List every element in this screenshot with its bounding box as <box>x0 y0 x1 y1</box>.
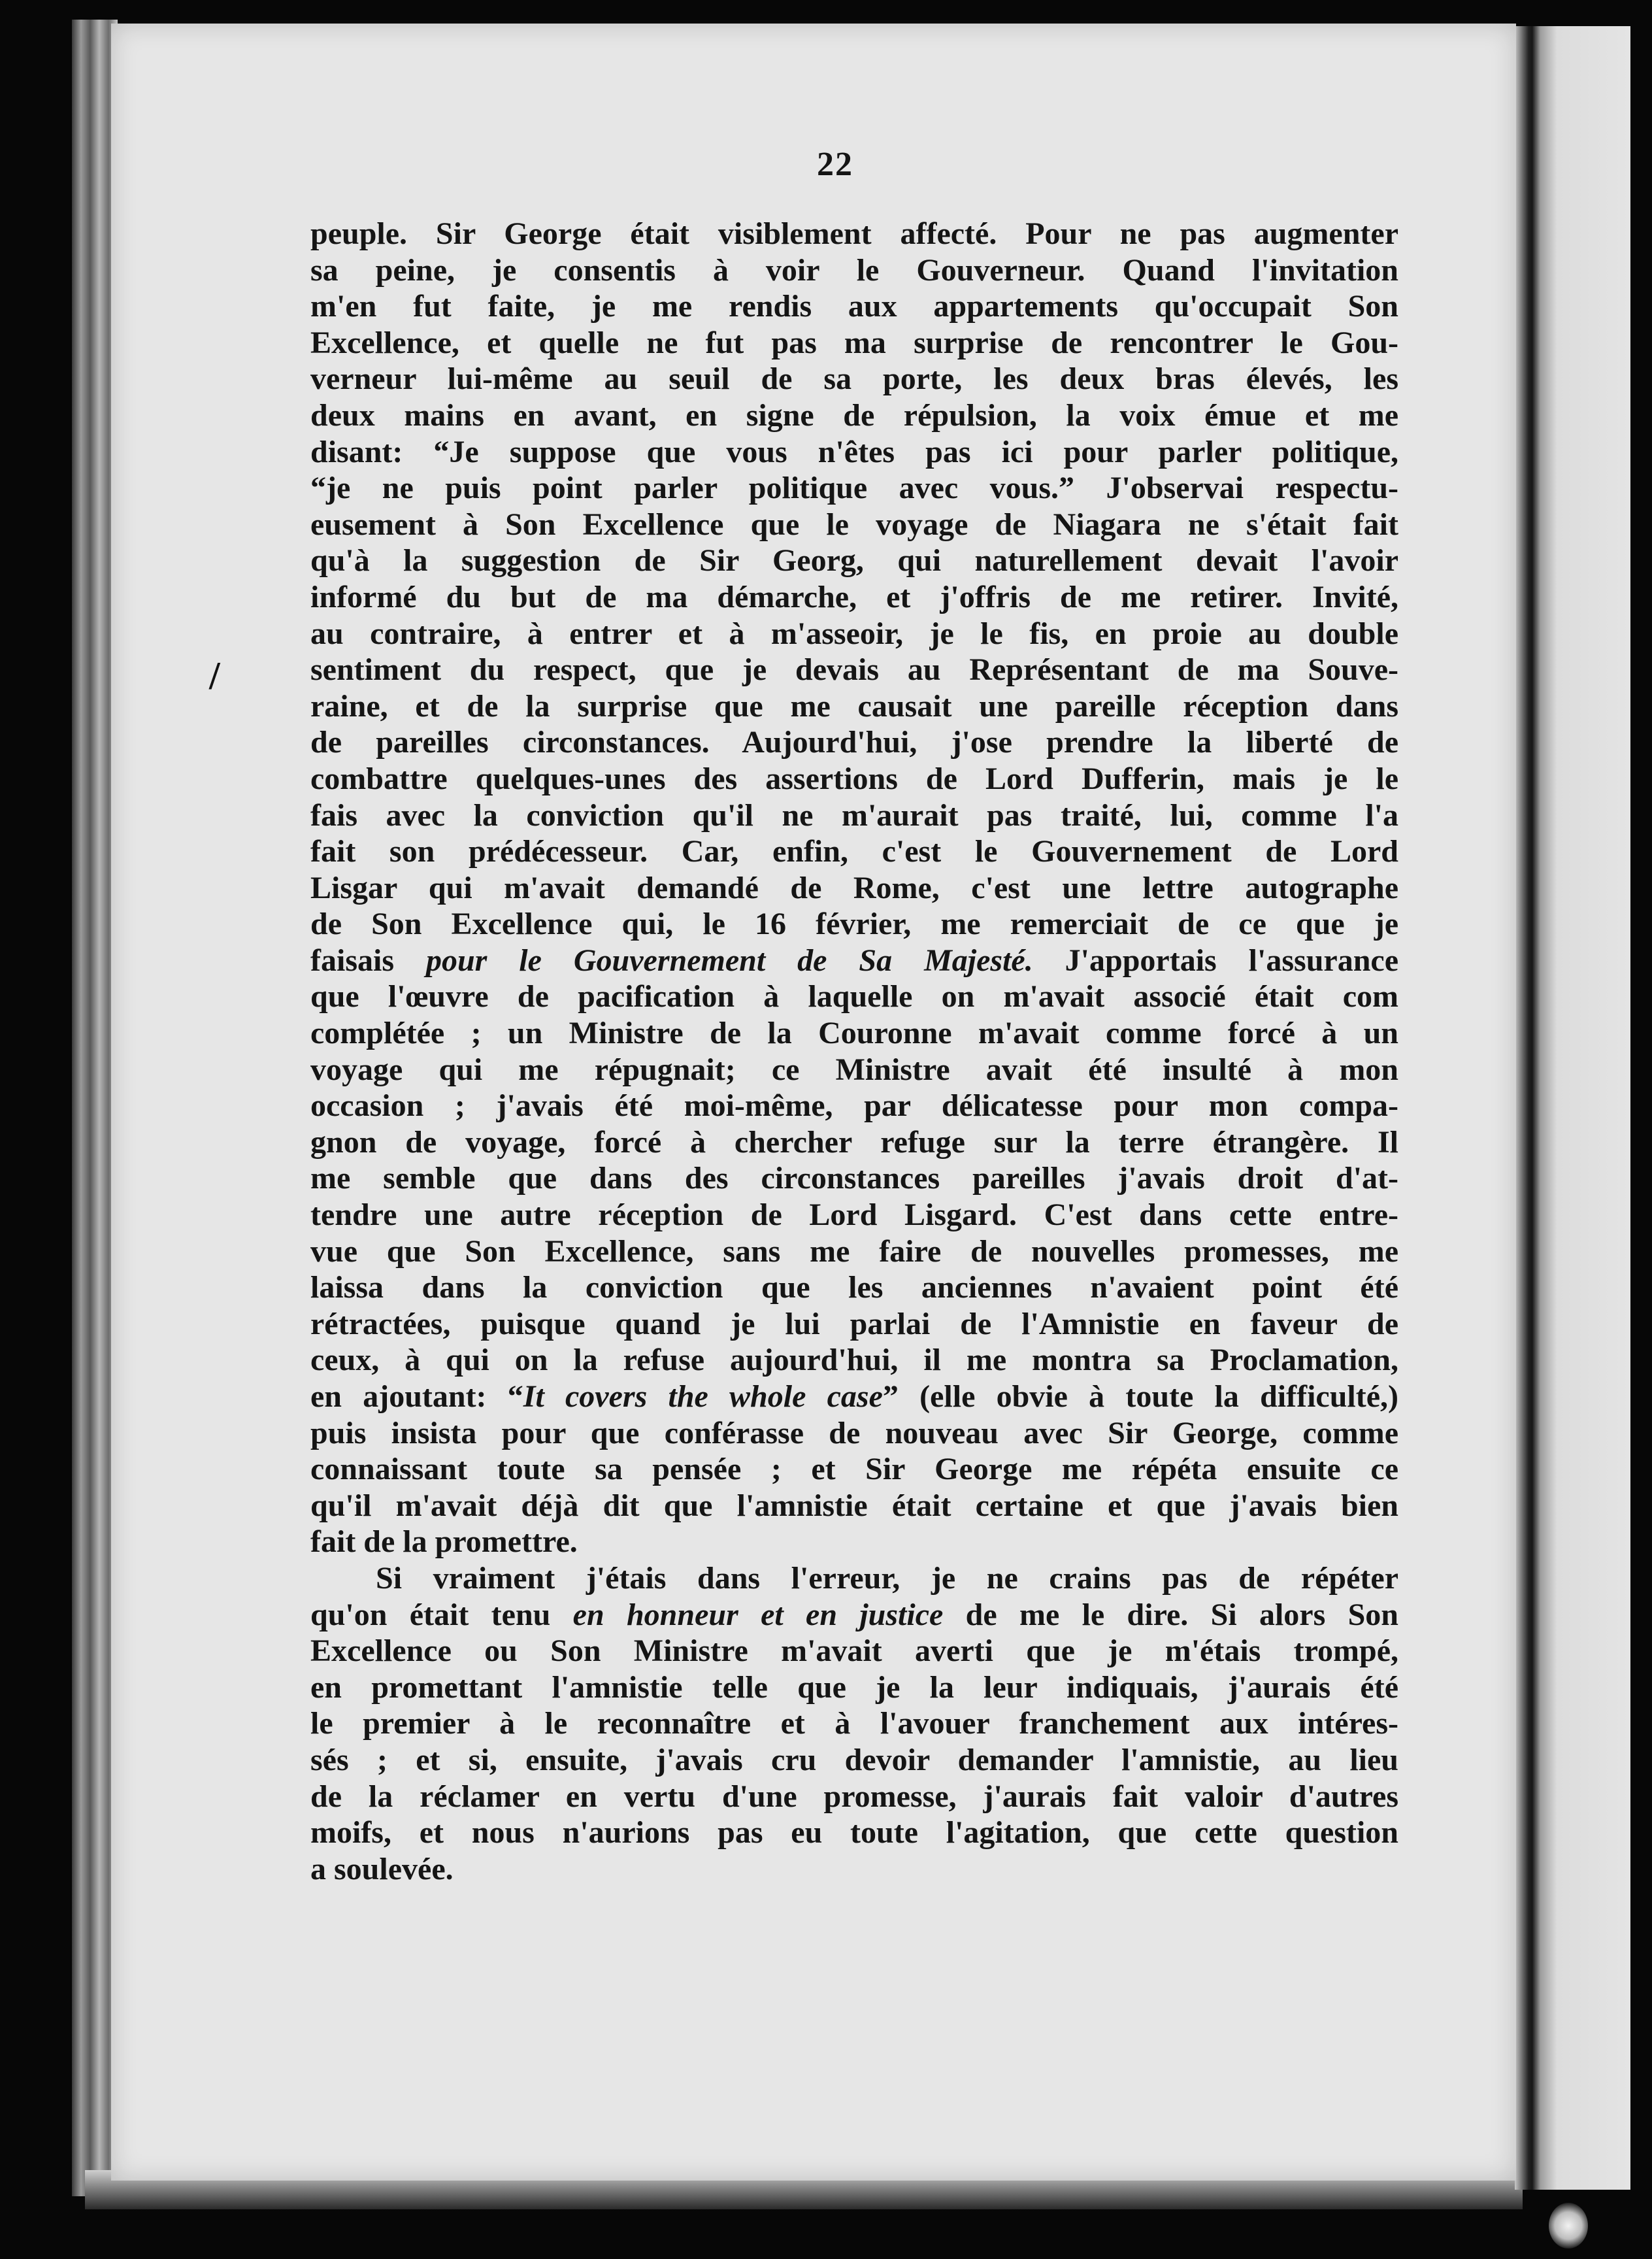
text-line: occasion ; j'avais été moi-même, par délicatesse pour mon compa- <box>310 1088 1398 1124</box>
text-line: que l'œuvre de pacification à laquelle on m'avait associé était com <box>310 979 1398 1014</box>
text-line: combattre quelques-unes des assertions de Lord Dufferin, mais je le <box>310 761 1398 796</box>
text-line: sentiment du respect, que je devais au Représentant de ma Souve- <box>310 652 1398 688</box>
text-line: de pareilles circonstances. Aujourd'hui, j'ose prendre la liberté de <box>310 725 1398 760</box>
text-line: raine, et de la surprise que me causait une pareille réception dans <box>310 688 1398 724</box>
text-line: fait son prédécesseur. Car, enfin, c'est le Gouvernement de Lord <box>310 834 1398 869</box>
text-line: qu'on était tenu en honneur et en justice de me le dire. Si alors Son <box>310 1597 1398 1632</box>
text-line: au contraire, à entrer et à m'asseoir, je le fis, en proie au double <box>310 616 1398 651</box>
text-line: Lisgar qui m'avait demandé de Rome, c'est une lettre autographe <box>310 870 1398 905</box>
text-line: complétée ; un Ministre de la Couronne m'avait comme forcé à un <box>310 1016 1398 1051</box>
text-line: laissa dans la conviction que les anciennes n'avaient point été <box>310 1270 1398 1305</box>
text-line: en ajoutant: “It covers the whole case” (elle obvie à toute la difficulté,) <box>310 1379 1398 1414</box>
text-line: deux mains en avant, en signe de répulsion, la voix émue et me <box>310 397 1398 433</box>
text-line: peuple. Sir George était visiblement affecté. Pour ne pas augmenter <box>310 216 1398 251</box>
text-line: a soulevée. <box>310 1851 454 1886</box>
text-line: voyage qui me répugnait; ce Ministre avait été insulté à mon <box>310 1052 1398 1087</box>
text-line: de Son Excellence qui, le 16 février, me remerciait de ce que je <box>310 907 1398 942</box>
text-line: informé du but de ma démarche, et j'offris de me retirer. Invité, <box>310 579 1398 614</box>
scan-smudge <box>1549 2203 1588 2249</box>
text-line: Excellence ou Son Ministre m'avait averti que je m'étais trompé, <box>310 1633 1398 1669</box>
page-body-text <box>310 216 1398 1887</box>
text-line: “je ne puis point parler politique avec vous.” J'observai respectu- <box>310 471 1398 506</box>
text-line: puis insista pour que conférasse de nouveau avec Sir George, comme <box>310 1415 1398 1450</box>
page-number: 22 <box>817 146 853 183</box>
text-line: sés ; et si, ensuite, j'avais cru devoir demander l'amnistie, au lieu <box>310 1742 1398 1777</box>
text-line: fais avec la conviction qu'il ne m'aurait pas traité, lui, comme l'a <box>310 797 1398 833</box>
text-line: tendre une autre réception de Lord Lisgard. C'est dans cette entre- <box>310 1197 1398 1233</box>
italic-phrase: pour le Gouvernement de Sa Majesté. <box>425 943 1033 978</box>
text-line: ceux, à qui on la refuse aujourd'hui, il me montra sa Proclamation, <box>310 1343 1398 1378</box>
text-line: m'en fut faite, je me rendis aux appartements qu'occupait Son <box>310 289 1398 324</box>
text-line: verneur lui-même au seuil de sa porte, les deux bras élevés, les <box>310 361 1398 397</box>
italic-phrase: It covers the whole case <box>523 1379 883 1414</box>
text-line: sa peine, je consentis à voir le Gouverneur. Quand l'invitation <box>310 252 1398 288</box>
text-line: connaissant toute sa pensée ; et Sir George me répéta ensuite ce <box>310 1452 1398 1487</box>
facing-page-edge <box>1532 26 1630 2190</box>
text-line: de la réclamer en vertu d'une promesse, j'aurais fait valoir d'autres <box>310 1779 1398 1814</box>
text-line: Si vraiment j'étais dans l'erreur, je ne crains pas de répéter <box>376 1560 1398 1596</box>
text-line: le premier à le reconnaître et à l'avouer franchement aux intéres- <box>310 1706 1398 1741</box>
text-line: rétractées, puisque quand je lui parlai de l'Amnistie en faveur de <box>310 1306 1398 1341</box>
text-line: me semble que dans des circonstances pareilles j'avais droit d'at- <box>310 1161 1398 1196</box>
text-line: Excellence, et quelle ne fut pas ma surprise de rencontrer le Gou- <box>310 325 1398 360</box>
margin-pen-mark: / <box>209 654 220 697</box>
text-line: vue que Son Excellence, sans me faire de nouvelles promesses, me <box>310 1233 1398 1269</box>
text-line: eusement à Son Excellence que le voyage de Niagara ne s'était fait <box>310 507 1398 542</box>
text-line: faisais pour le Gouvernement de Sa Majesté. J'apportais l'assurance <box>310 943 1398 978</box>
text-line: qu'à la suggestion de Sir Georg, qui naturellement devait l'avoir <box>310 543 1398 578</box>
text-line: moifs, et nous n'aurions pas eu toute l'agitation, que cette question <box>310 1815 1398 1850</box>
text-line: en promettant l'amnistie telle que je la leur indiquais, j'aurais été <box>310 1669 1398 1705</box>
text-line: fait de la promettre. <box>310 1524 578 1560</box>
text-line: qu'il m'avait déjà dit que l'amnistie était certaine et que j'avais bien <box>310 1488 1398 1523</box>
book-gutter <box>1515 26 1534 2190</box>
italic-phrase: en honneur et en justice <box>572 1597 944 1632</box>
text-line: disant: “Je suppose que vous n'êtes pas ici pour parler politique, <box>310 434 1398 469</box>
text-line: gnon de voyage, forcé à chercher refuge sur la terre étrangère. Il <box>310 1124 1398 1160</box>
